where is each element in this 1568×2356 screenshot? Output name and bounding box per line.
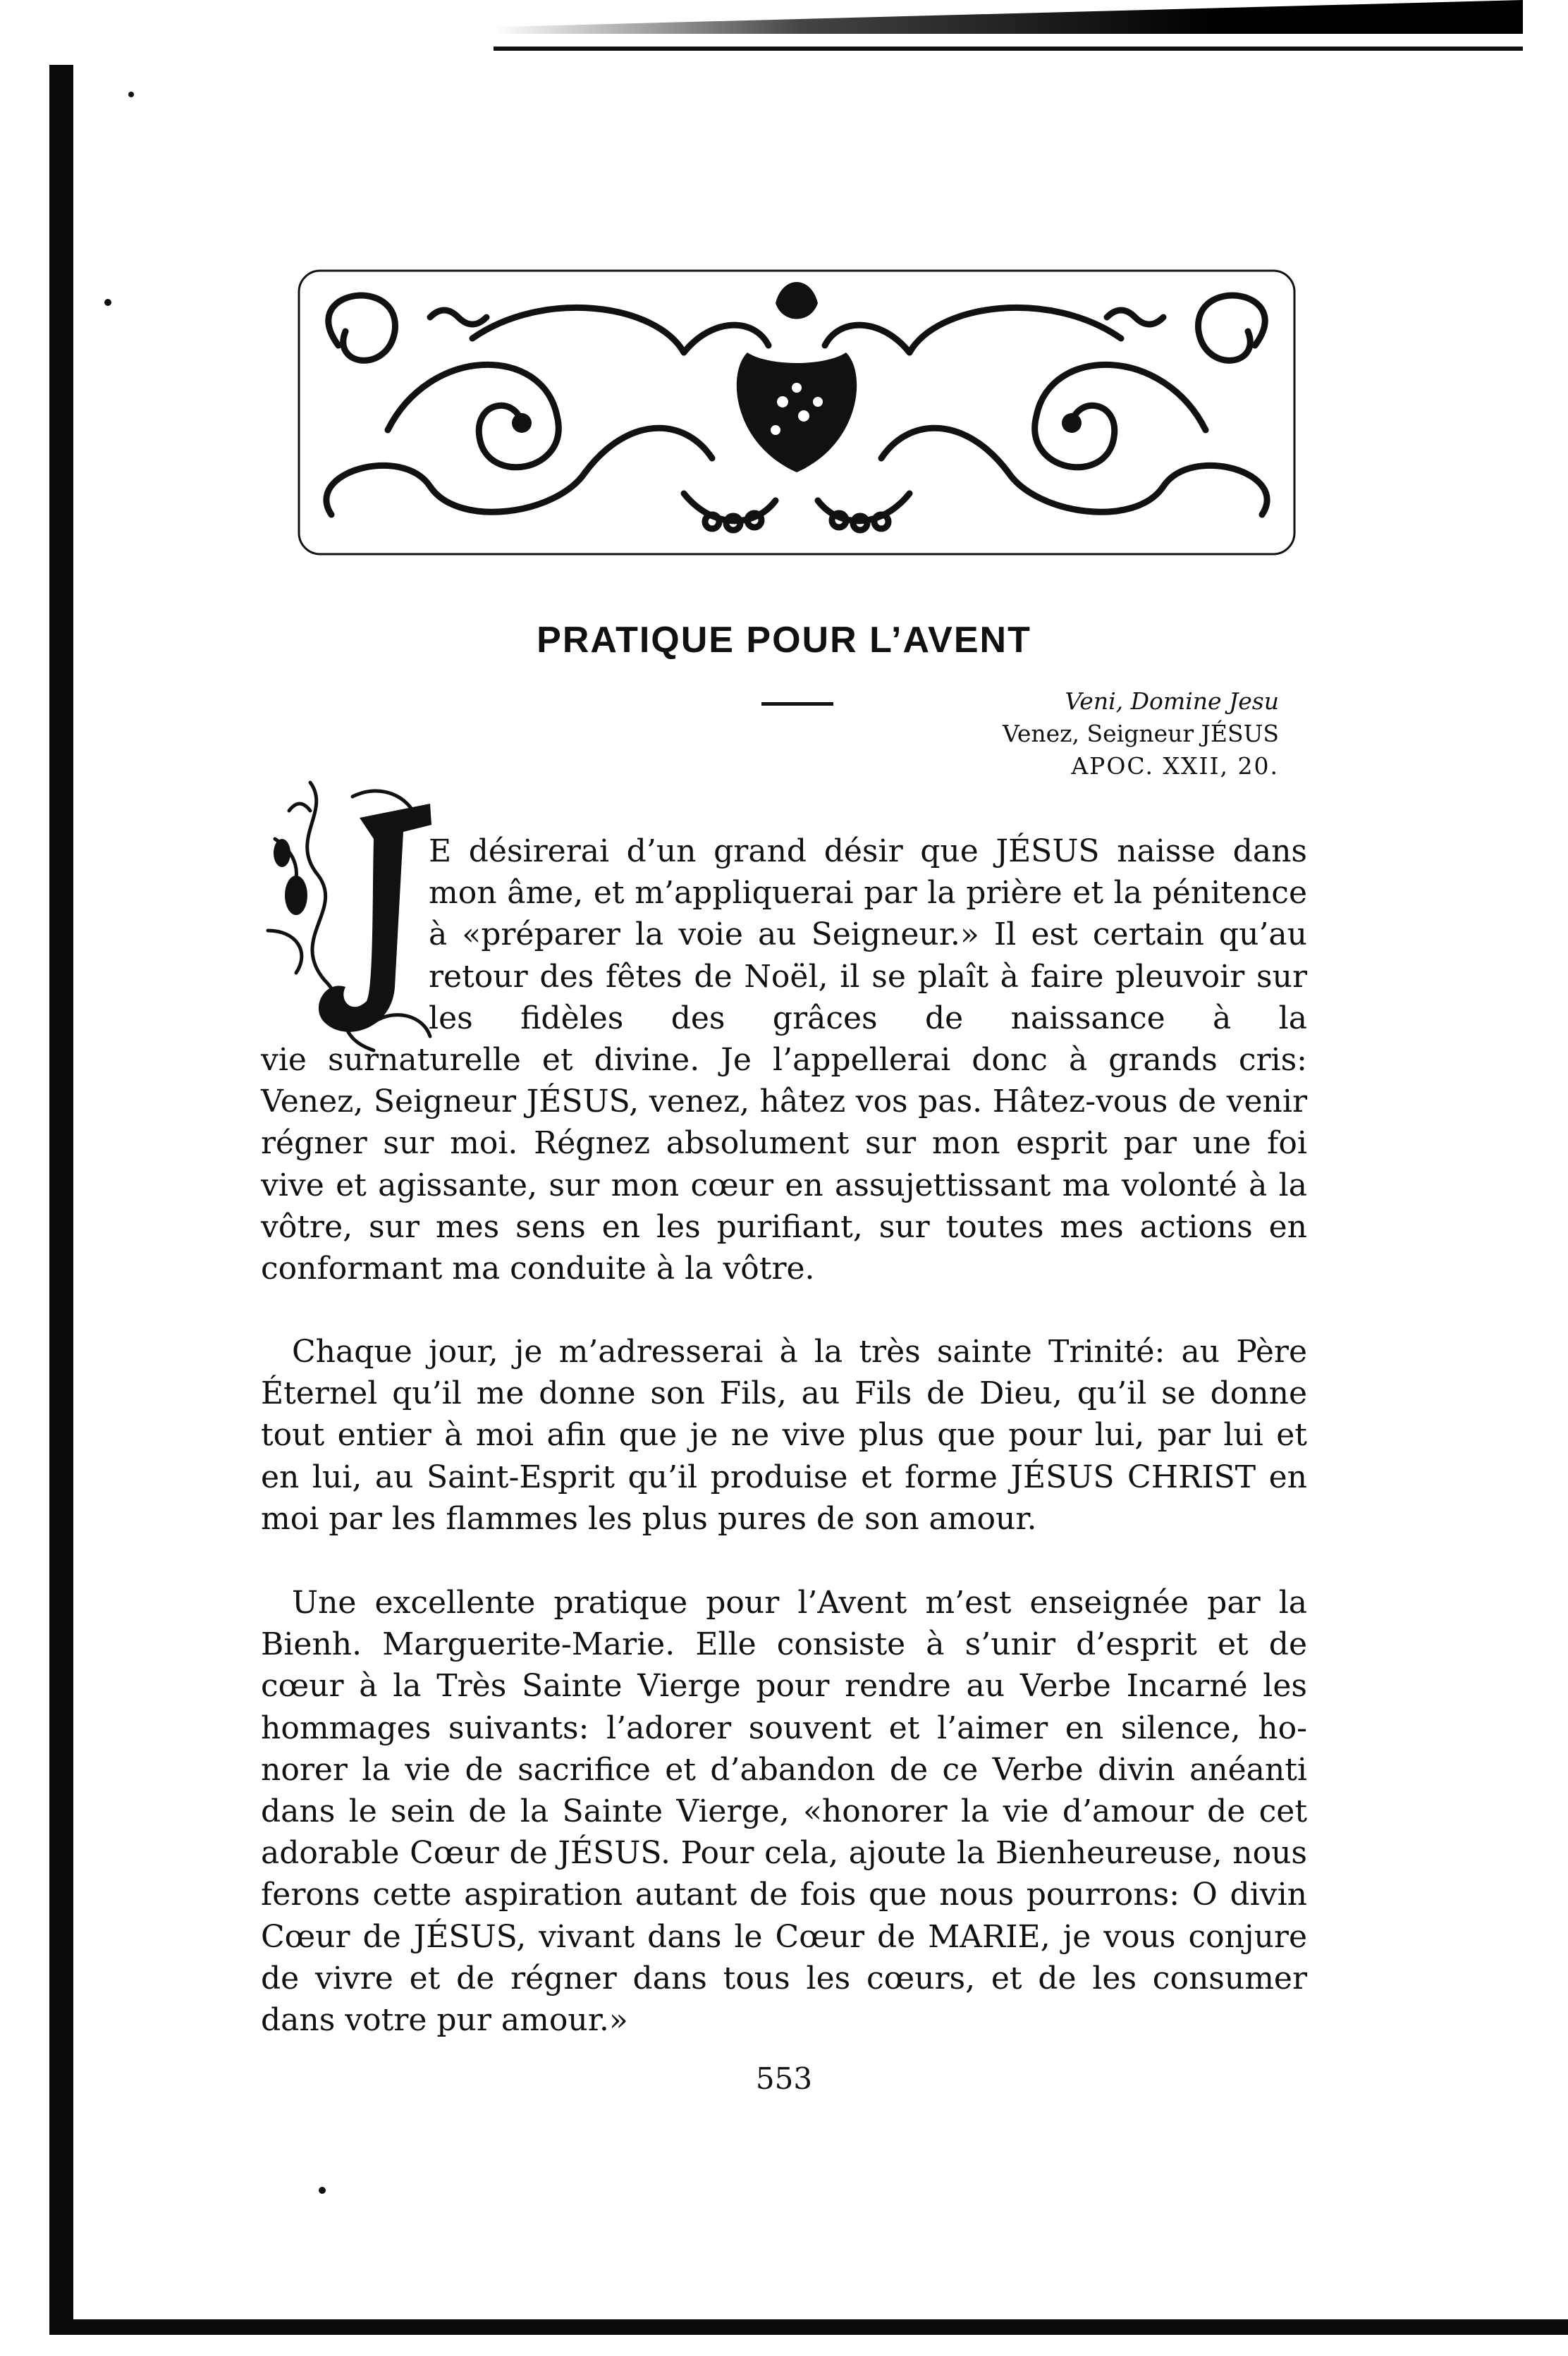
epigraph-latin: Veni, Domine Jesu <box>1065 687 1279 715</box>
scan-edge-bottom <box>49 2319 1568 2335</box>
scan-speck <box>128 92 134 97</box>
page-number: 553 <box>755 2061 813 2096</box>
ornamental-headpiece <box>289 261 1304 564</box>
paragraph-1-continuation: vie surnaturelle et divine. Je l’appellerai donc à grands cris: Venez, Seigneur JÉSUS, venez, hâtez vos pas. Hâtez-vous de venir régner sur moi. Régnez absolument sur mon esprit par une foi vive et agissante, sur mon cœur en assujettissant ma volonté à la vôtre, sur mes sens en les purifiant, sur toutes mes actions en conformant ma conduite à la vôtre. <box>261 1042 1307 1287</box>
paragraph-1-opening: E désirerai d’un grand désir que JÉSUS naisse dans mon âme, et m’appliquerai par la prière et la pénitence à «préparer la voie au Seigneur.» Il est certain qu’au retour des fêtes de Noël, il se plaît à faire pleuvoir sur les fidèles des grâces de naissance à la <box>429 833 1307 1036</box>
scan-speck <box>319 2187 326 2194</box>
chapter-title: PRATIQUE POUR L’AVENT <box>537 620 1031 661</box>
title-rule <box>761 702 833 706</box>
drop-cap-ornament <box>247 754 444 1057</box>
epigraph-reference: APOC. XXII, 20. <box>1071 752 1279 780</box>
paragraph-3: Une excellente pratique pour l’Avent m’est enseignée par la Bienh. Marguerite-Marie. Elle consiste à s’unir d’esprit et de cœur à la Très Sainte Vierge pour rendre au Verbe Incarné les hommages suivants: l’adorer souvent et l’aimer en silence, honorer la vie de sacrifice et d’abandon de ce Verbe divin anéanti dans le sein de la Sainte Vierge, «honorer la vie d’amour de cet adorable Cœur de JÉSUS. Pour cela, ajoute la Bienheureuse, nous ferons cette aspiration autant de fois que nous pourrons: O divin Cœur de JÉSUS, vivant dans le Cœur de MARIE, je vous conjure de vivre et de régner dans tous les cœurs, et de les consumer dans votre pur amour.» <box>261 1585 1307 2039</box>
scan-speck <box>104 299 111 306</box>
scan-edge-top-line <box>494 47 1523 51</box>
paragraph-2: Chaque jour, je m’adresserai à la très sainte Trinité: au Père Éternel qu’il me donne son Fils, au Fils de Dieu, qu’il se donne tout entier à moi afin que je ne vive plus que pour lui, par lui et en lui, au Saint-Esprit qu’il produise et forme JÉSUS CHRIST en moi par les flammes les plus pures de son amour. <box>261 1334 1307 1537</box>
scan-edge-top <box>494 0 1523 34</box>
epigraph <box>1003 685 1279 783</box>
epigraph-french: Venez, Seigneur JÉSUS <box>1003 720 1279 747</box>
scan-edge-left <box>49 65 73 2335</box>
